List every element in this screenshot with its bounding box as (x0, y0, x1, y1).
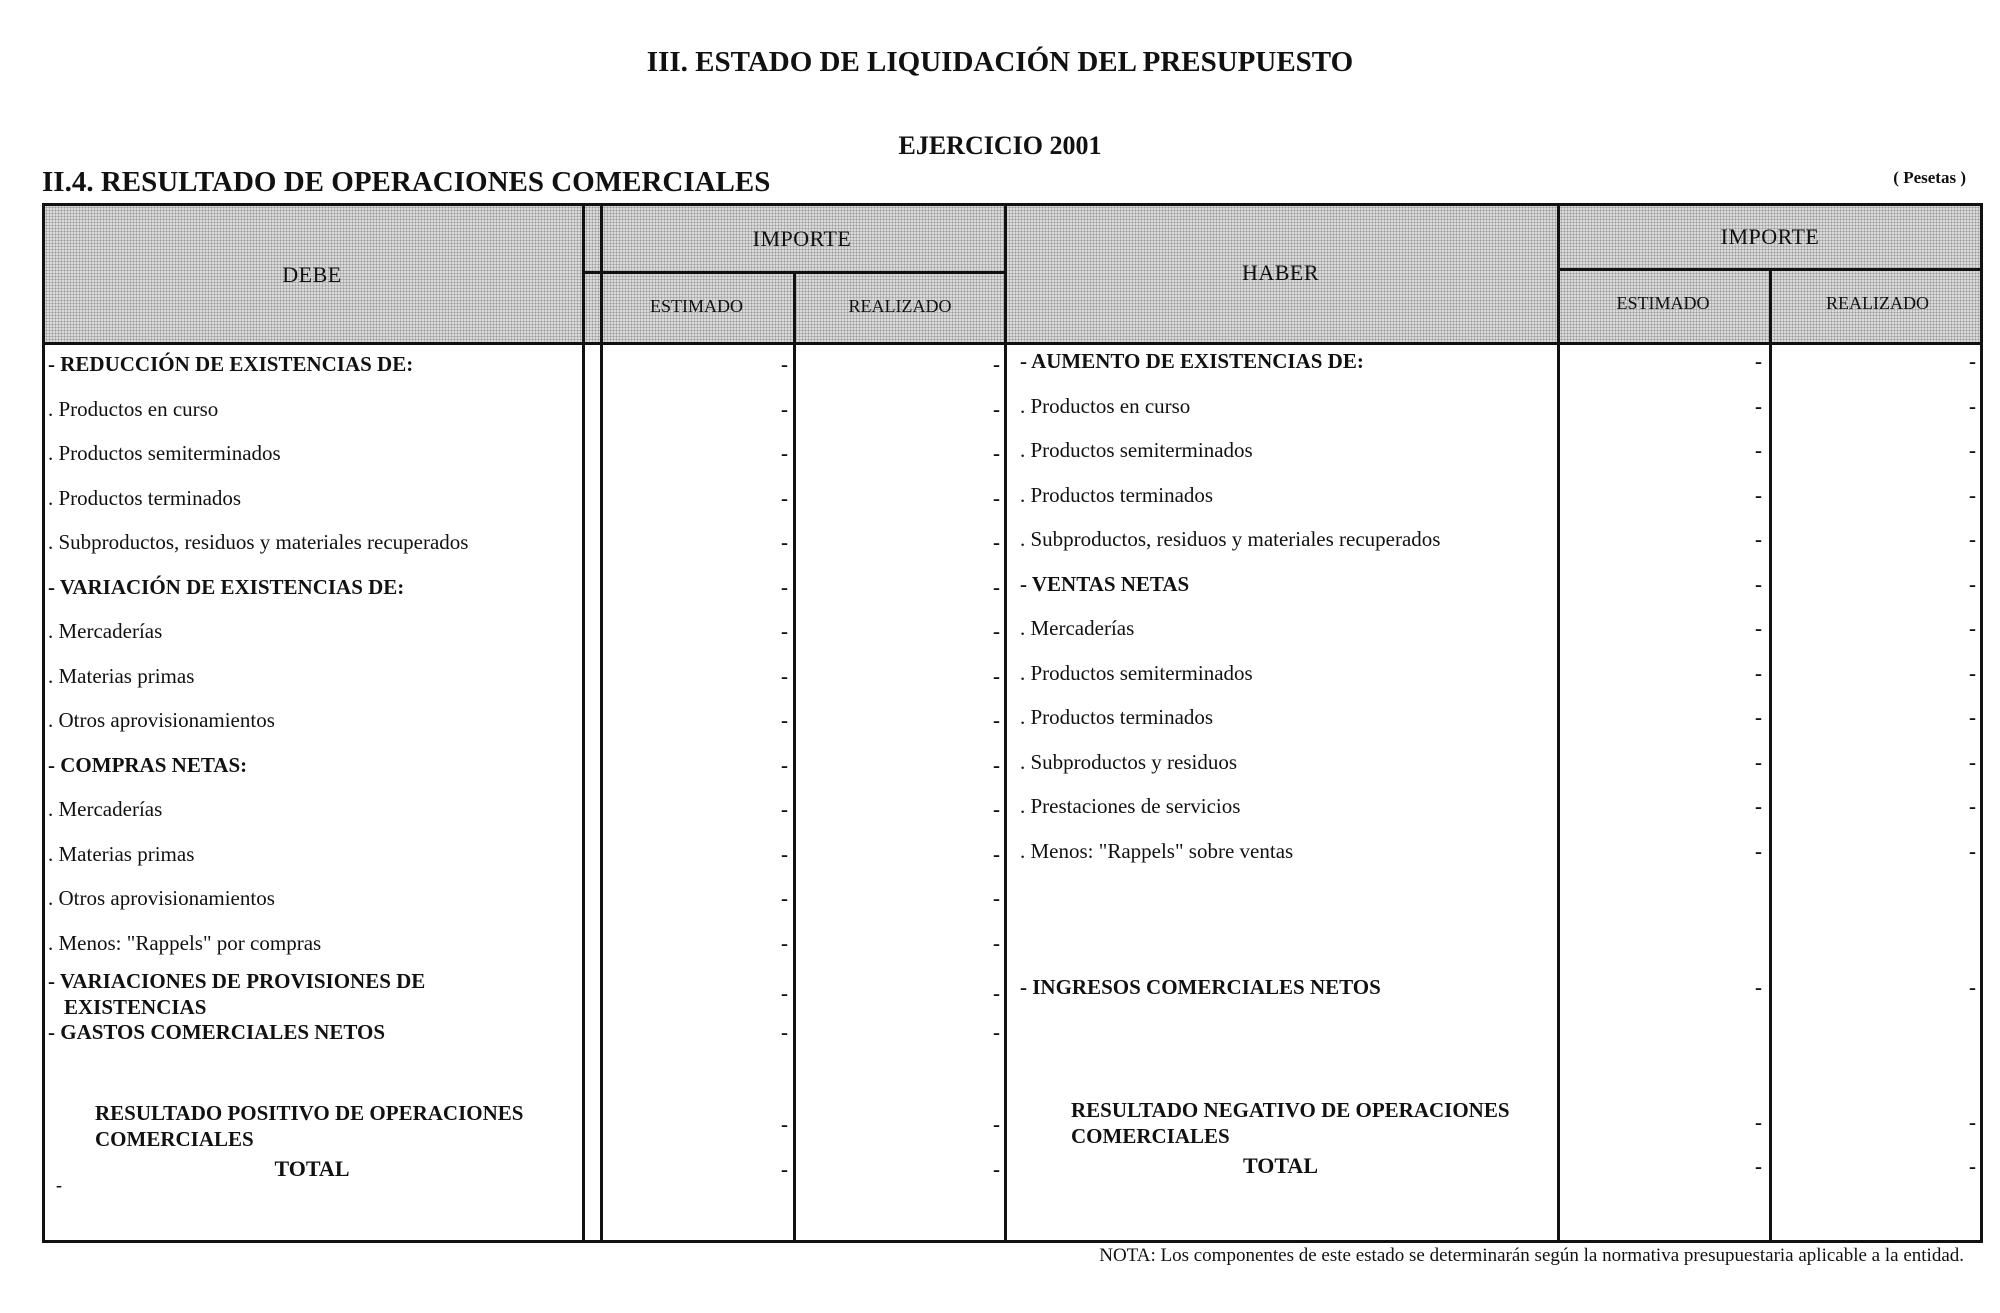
realizado-value: - (993, 619, 1000, 643)
row-label-text: . Otros aprovisionamientos (48, 886, 275, 910)
realizado-value: - (1969, 349, 1976, 373)
page-title: III. ESTADO DE LIQUIDACIÓN DEL PRESUPUESTO (646, 46, 1354, 78)
realizado-value: - (993, 530, 1000, 554)
haber-result-realizado: - (1969, 1110, 1976, 1134)
debe-result-estimado: - (781, 1112, 788, 1136)
row-label-text: - AUMENTO DE EXISTENCIAS DE: (1020, 349, 1364, 373)
group-label (1020, 572, 1189, 597)
debe-total-label: TOTAL (274, 1156, 350, 1181)
row-label-text: . Productos terminados (1020, 482, 1214, 507)
realizado-value: - (993, 396, 1000, 421)
group-label (1020, 349, 1364, 374)
haber-total-estimado: - (1755, 1154, 1762, 1178)
realizado-value: - (1969, 838, 1976, 863)
row-label-text: - COMPRAS NETAS: (48, 752, 248, 777)
estimado-value: - (781, 352, 788, 376)
header-bottom-line (42, 342, 1983, 345)
estimado-value: - (1755, 482, 1762, 507)
item-label (1020, 527, 1440, 552)
row-label-text: . Productos terminados (48, 485, 242, 510)
estimado-value: - (781, 752, 788, 777)
row-label-text: . Mercaderías (48, 797, 163, 821)
realizado-value: - (993, 663, 1000, 688)
item-label (48, 797, 162, 822)
haber-result-line1: RESULTADO NEGATIVO DE OPERACIONES (1071, 1098, 1510, 1122)
item-label (48, 931, 321, 956)
header-estimado-right: ESTIMADO (1616, 293, 1710, 313)
haber-result-estimado: - (1755, 1110, 1762, 1134)
item-label (1020, 661, 1253, 686)
row-label-text: - VENTAS NETAS (1020, 571, 1190, 596)
divider-debe-double-2 (600, 203, 603, 1243)
fiscal-year: EJERCICIO 2001 (898, 131, 1102, 160)
section-title: II.4. RESULTADO DE OPERACIONES COMERCIALES (42, 166, 771, 198)
estimado-value: - (1755, 527, 1762, 551)
estimado-value: - (1755, 571, 1762, 596)
stray-mark: - (56, 1175, 62, 1195)
realizado-value: - (1969, 749, 1976, 774)
row-label-text: . Subproductos, residuos y materiales recuperados (48, 530, 469, 554)
row-label-text: . Productos en curso (48, 396, 219, 421)
item-label (1020, 394, 1190, 419)
divider-debe-estimado (793, 273, 796, 1243)
currency-unit: ( Pesetas ) (1893, 168, 1966, 187)
item-label (48, 397, 218, 422)
item-label (1020, 750, 1237, 775)
row-label-text: . Menos: "Rappels" sobre ventas (1020, 838, 1294, 863)
debe-result (95, 1100, 575, 1152)
divider-center (1004, 203, 1007, 1243)
estimado-value: - (781, 841, 788, 866)
group-label (1020, 975, 1381, 1000)
row-label-text: . Productos semiterminados (1020, 660, 1253, 685)
item-label (1020, 839, 1293, 864)
group-label (48, 1020, 385, 1045)
row-label-text: . Productos terminados (1020, 705, 1214, 729)
header-estimado-left: ESTIMADO (650, 296, 743, 316)
group-label (48, 352, 413, 377)
divider-haber-estimado (1769, 270, 1772, 1243)
estimado-value: - (1755, 975, 1762, 999)
haber-result (1071, 1097, 1551, 1149)
row-label-text: . Mercaderías (48, 619, 163, 643)
realizado-value: - (993, 708, 1000, 732)
realizado-value: - (993, 352, 1000, 376)
debe-result-realizado: - (993, 1112, 1000, 1136)
estimado-value: - (1755, 794, 1762, 818)
estimado-value: - (1755, 393, 1762, 418)
item-label (1020, 438, 1253, 463)
realizado-value: - (1969, 393, 1976, 418)
haber-result-line2: COMERCIALES (1071, 1124, 1230, 1148)
row-label-text: . Mercaderías (1020, 616, 1135, 640)
realizado-value: - (993, 441, 1000, 465)
estimado-value: - (781, 708, 788, 732)
header-realizado-left: REALIZADO (848, 296, 952, 316)
estimado-value: - (781, 1020, 788, 1044)
header-importe-left: IMPORTE (752, 226, 852, 251)
item-label (48, 486, 241, 511)
item-label (48, 664, 194, 689)
footnote: NOTA: Los componentes de este estado se determinarán según la normativa presupuestaria aplicable a la entidad. (1099, 1245, 1964, 1266)
item-label (48, 619, 162, 644)
row-label-text: . Materias primas (48, 841, 195, 866)
item-label (1020, 483, 1213, 508)
realizado-value: - (1969, 482, 1976, 507)
header-importe-right: IMPORTE (1720, 224, 1820, 249)
estimado-value: - (781, 619, 788, 643)
item-label (1020, 616, 1134, 641)
estimado-value: - (781, 396, 788, 421)
estimado-value: - (781, 441, 788, 465)
estimado-value: - (1755, 438, 1762, 462)
row-label-text: - REDUCCIÓN DE EXISTENCIAS DE: (48, 352, 414, 376)
estimado-value: - (781, 930, 788, 955)
realizado-value: - (993, 930, 1000, 955)
row-label-text: . Otros aprovisionamientos (48, 708, 275, 732)
estimado-value: - (1755, 349, 1762, 373)
estimado-value: - (781, 663, 788, 688)
item-label (1020, 794, 1240, 819)
realizado-value: - (993, 981, 1000, 1005)
realizado-value: - (1969, 527, 1976, 551)
haber-total-realizado: - (1969, 1154, 1976, 1178)
realizado-value: - (993, 797, 1000, 821)
realizado-value: - (1969, 660, 1976, 685)
haber-total-label: TOTAL (1243, 1153, 1318, 1178)
item-label (48, 886, 275, 911)
row-label-text: . Subproductos y residuos (1020, 749, 1237, 774)
row-label-text: . Materias primas (48, 663, 195, 688)
item-label (48, 530, 468, 555)
group-label (48, 753, 247, 778)
realizado-value: - (1969, 616, 1976, 640)
estimado-value: - (781, 981, 788, 1005)
debe-result-line1: RESULTADO POSITIVO DE OPERACIONES (95, 1101, 524, 1125)
estimado-value: - (1755, 838, 1762, 863)
estimado-value: - (781, 886, 788, 910)
realizado-value: - (993, 752, 1000, 777)
realizado-value: - (1969, 794, 1976, 818)
realizado-value: - (993, 485, 1000, 510)
header-debe: DEBE (282, 262, 342, 287)
estimado-value: - (781, 485, 788, 510)
realizado-value: - (1969, 975, 1976, 999)
row-label-text: . Prestaciones de servicios (1020, 794, 1241, 818)
estimado-value: - (1755, 660, 1762, 685)
row-label-text-continued: EXISTENCIAS (64, 995, 207, 1019)
debe-total-realizado: - (993, 1157, 1000, 1181)
importe-line-right (1557, 268, 1983, 271)
realizado-value: - (993, 1020, 1000, 1044)
item-label (48, 708, 275, 733)
group-label (48, 575, 404, 600)
item-label (1020, 705, 1213, 730)
realizado-value: - (993, 841, 1000, 866)
row-label-text: - VARIACIONES DE PROVISIONES DE (48, 969, 426, 993)
divider-debe-double-1 (582, 203, 585, 1243)
estimado-value: - (781, 530, 788, 554)
estimado-value: - (1755, 705, 1762, 729)
row-label-text: . Productos en curso (1020, 393, 1191, 418)
item-label (48, 441, 281, 466)
item-label (48, 842, 194, 867)
realizado-value: - (1969, 705, 1976, 729)
estimado-value: - (1755, 749, 1762, 774)
divider-haber (1557, 203, 1560, 1243)
row-label-text: - INGRESOS COMERCIALES NETOS (1020, 975, 1381, 999)
estimado-value: - (781, 797, 788, 821)
realizado-value: - (993, 574, 1000, 599)
header-realizado-right: REALIZADO (1826, 293, 1929, 313)
importe-line-left (582, 271, 1004, 274)
row-label-text: - GASTOS COMERCIALES NETOS (48, 1020, 386, 1044)
group-label (48, 968, 425, 1020)
debe-result-line2: COMERCIALES (95, 1127, 254, 1151)
estimado-value: - (1755, 616, 1762, 640)
row-label-text: . Productos semiterminados (48, 441, 281, 465)
row-label-text: . Subproductos, residuos y materiales recuperados (1020, 527, 1441, 551)
row-label-text: - VARIACIÓN DE EXISTENCIAS DE: (48, 574, 405, 599)
debe-total-estimado: - (781, 1157, 788, 1181)
realizado-value: - (1969, 571, 1976, 596)
row-label-text: . Productos semiterminados (1020, 438, 1253, 462)
realizado-value: - (993, 886, 1000, 910)
realizado-value: - (1969, 438, 1976, 462)
estimado-value: - (781, 574, 788, 599)
header-haber: HABER (1241, 260, 1320, 285)
row-label-text: . Menos: "Rappels" por compras (48, 930, 322, 955)
